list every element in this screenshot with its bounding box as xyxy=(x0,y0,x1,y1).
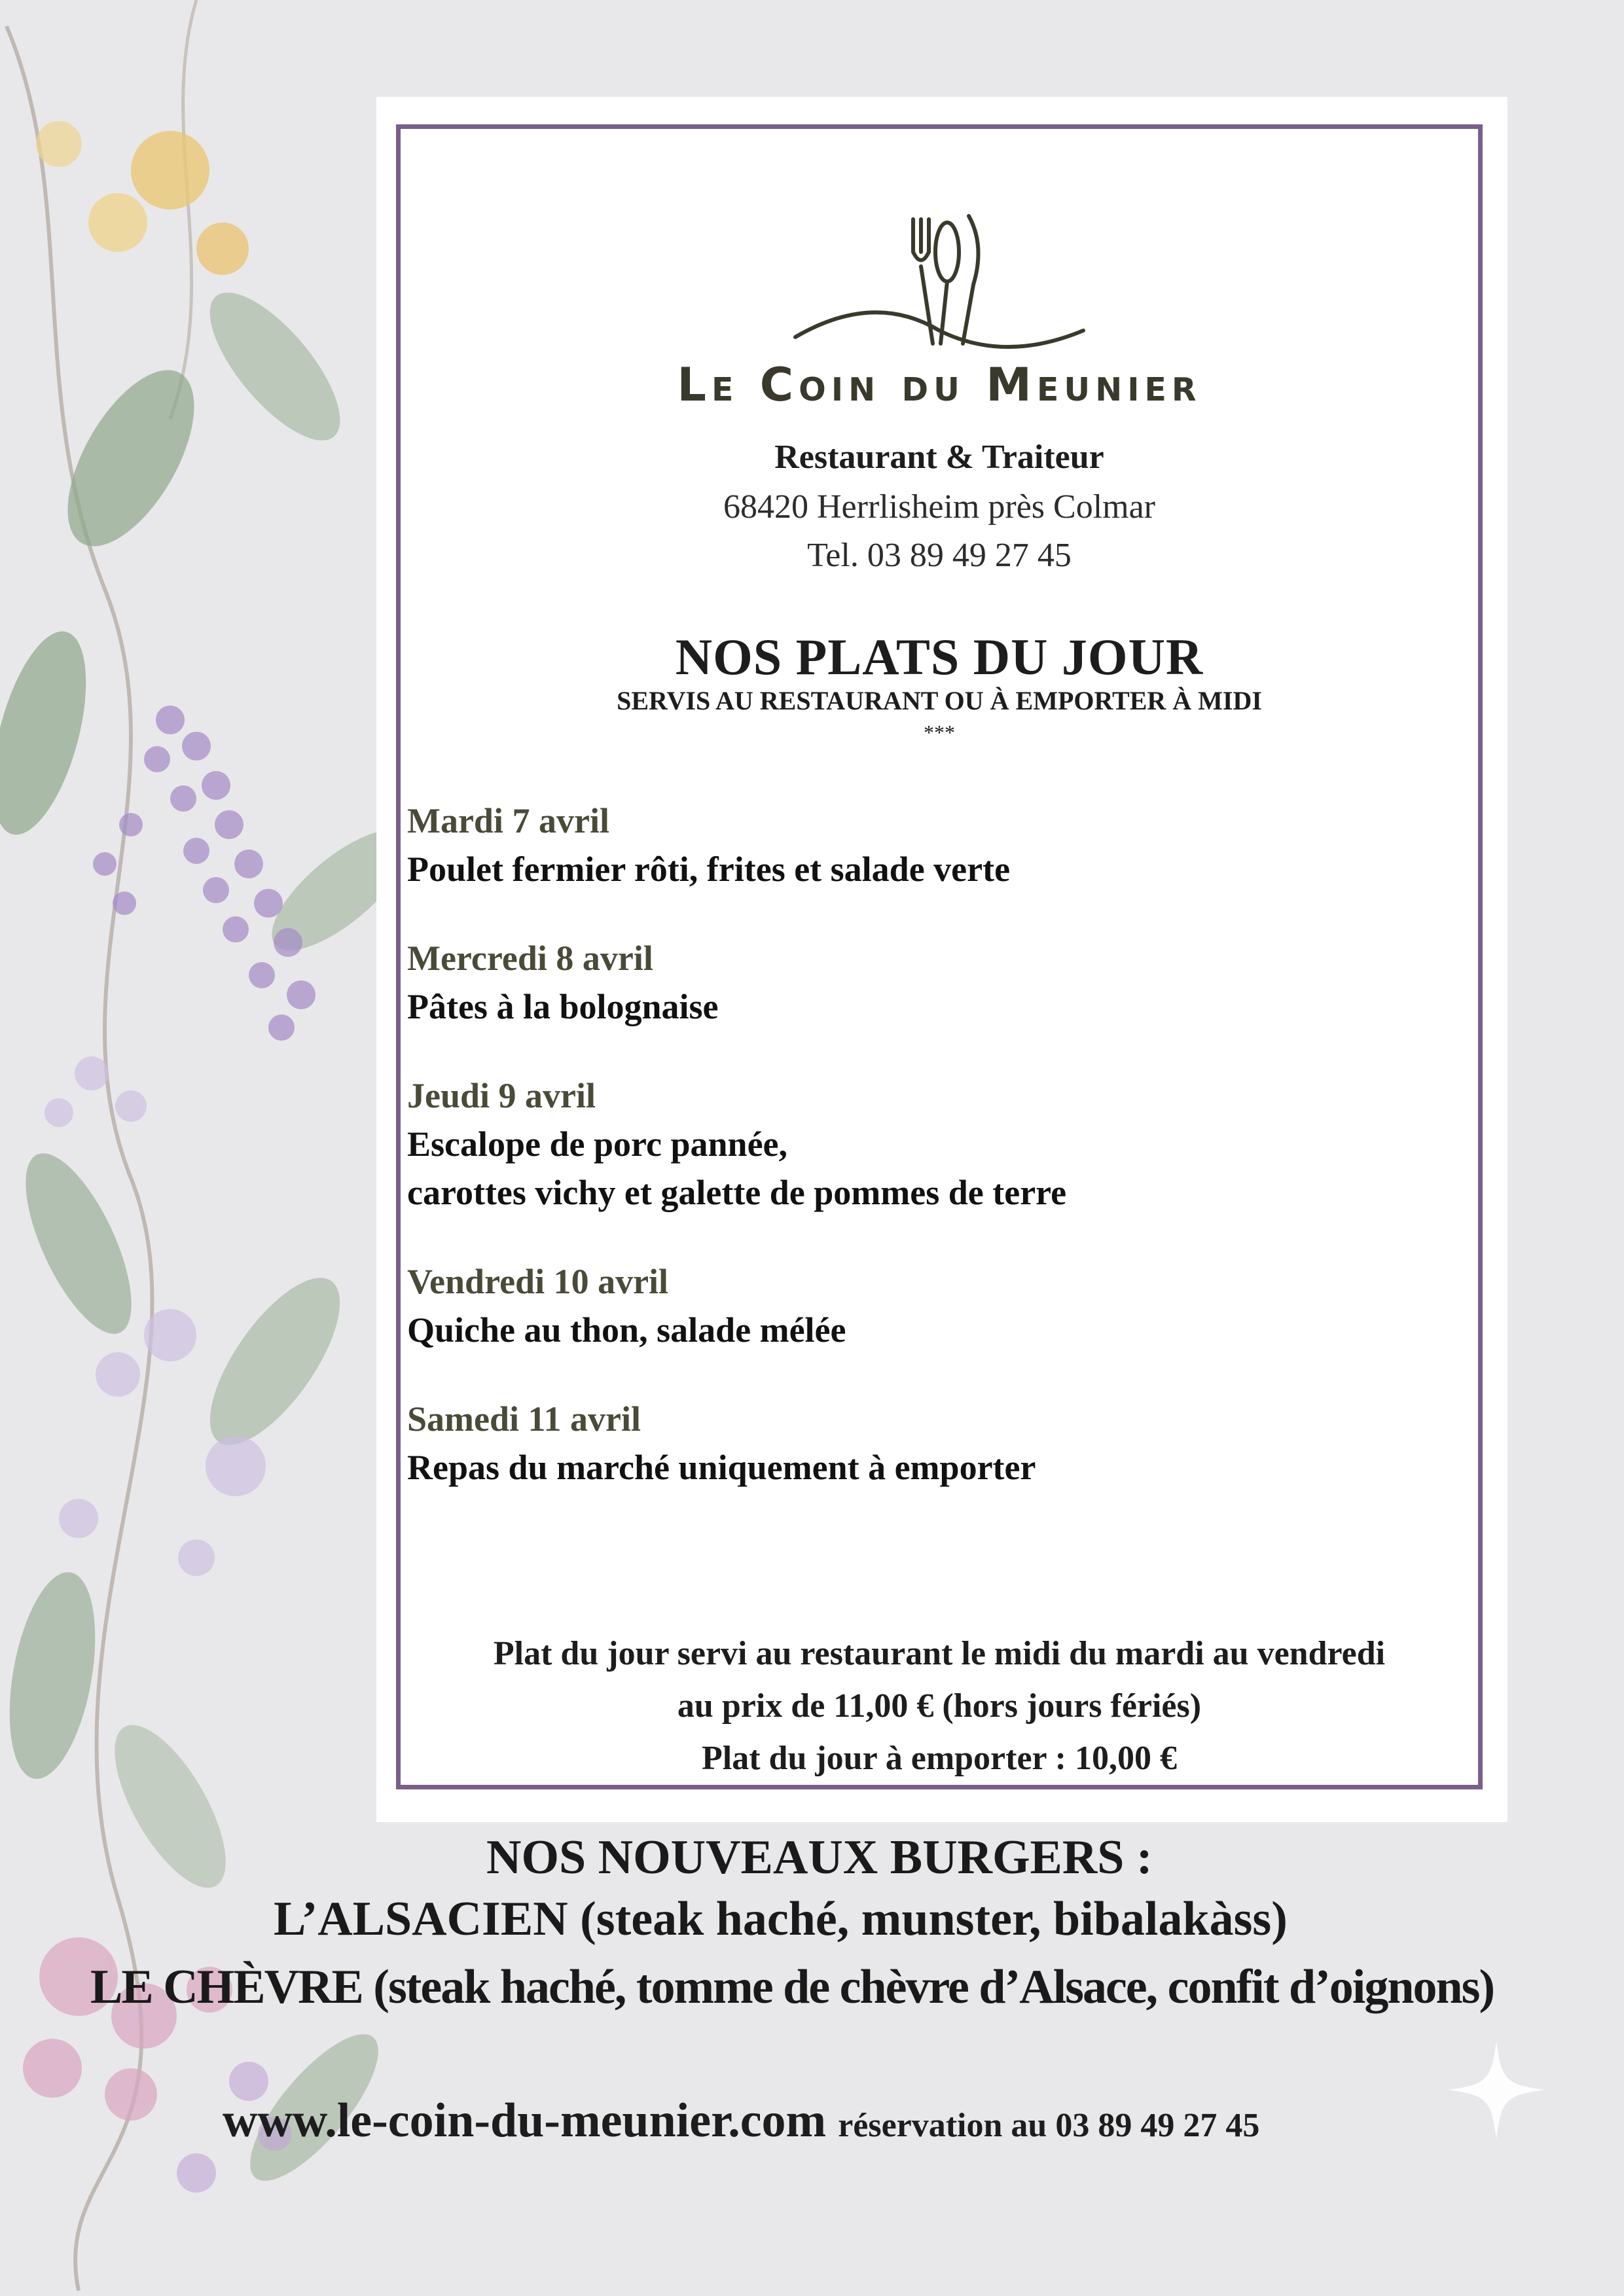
price-line: Plat du jour servi au restaurant le midi du mardi au vendredi xyxy=(493,1635,1386,1672)
floral-decoration xyxy=(0,0,419,2296)
dish-line: Escalope de porc pannée, xyxy=(407,1124,788,1164)
restaurant-subtitle: Restaurant & Traiteur xyxy=(774,439,1104,476)
burger-item: L’ALSACIEN (steak haché, munster, bibalakàss) xyxy=(274,1892,1288,1946)
day-name: Mardi 7 avril xyxy=(407,801,609,840)
day-entry xyxy=(407,934,1454,1031)
menu-frame xyxy=(396,124,1483,1789)
restaurant-address: 68420 Herrlisheim près Colmar xyxy=(723,488,1155,526)
dish-line: Poulet fermier rôti, frites et salade verte xyxy=(407,850,1011,889)
day-name: Vendredi 10 avril xyxy=(407,1262,669,1301)
cutlery-logo-icon xyxy=(769,206,1110,357)
dish-line: Repas du marché uniquement à emporter xyxy=(407,1448,1036,1487)
day-name: Jeudi 9 avril xyxy=(407,1076,596,1115)
restaurant-phone: Tel. 03 89 49 27 45 xyxy=(807,537,1072,574)
menu-subtitle: SERVIS AU RESTAURANT OU À EMPORTER À MIDI xyxy=(617,686,1262,715)
day-entry xyxy=(407,1071,1454,1217)
dish-line: Quiche au thon, salade mélée xyxy=(407,1310,846,1350)
day-entry xyxy=(407,1257,1454,1354)
day-name: Samedi 11 avril xyxy=(407,1399,641,1439)
menu-title: NOS PLATS DU JOUR xyxy=(675,628,1204,685)
price-line: au prix de 11,00 € (hors jours fériés) xyxy=(677,1687,1202,1725)
price-line: Plat du jour à emporter : 10,00 € xyxy=(702,1740,1177,1777)
day-entry xyxy=(407,1395,1454,1492)
dish-line: carottes vichy et galette de pommes de terre xyxy=(407,1173,1067,1212)
restaurant-name: Le Coin du Meunier xyxy=(677,358,1202,412)
menu-separator: *** xyxy=(924,721,955,744)
logo xyxy=(401,206,1478,360)
footer xyxy=(223,2093,1259,2149)
daily-dishes xyxy=(407,797,1454,1532)
reservation-text: réservation au 03 89 49 27 45 xyxy=(838,2107,1260,2144)
dish-line: Pâtes à la bolognaise xyxy=(407,987,719,1026)
sparkle-icon xyxy=(1447,2041,1545,2139)
burger-item: LE CHÈVRE (steak haché, tomme de chèvre d’Alsace, confit d’oignons) xyxy=(90,1960,1494,2014)
menu-card xyxy=(376,97,1507,1822)
day-name: Mercredi 8 avril xyxy=(407,939,653,978)
day-entry xyxy=(407,797,1454,893)
burgers-title: NOS NOUVEAUX BURGERS : xyxy=(486,1831,1153,1884)
price-info xyxy=(401,1628,1478,1785)
website-link[interactable]: www.le-coin-du-meunier.com xyxy=(223,2094,827,2147)
